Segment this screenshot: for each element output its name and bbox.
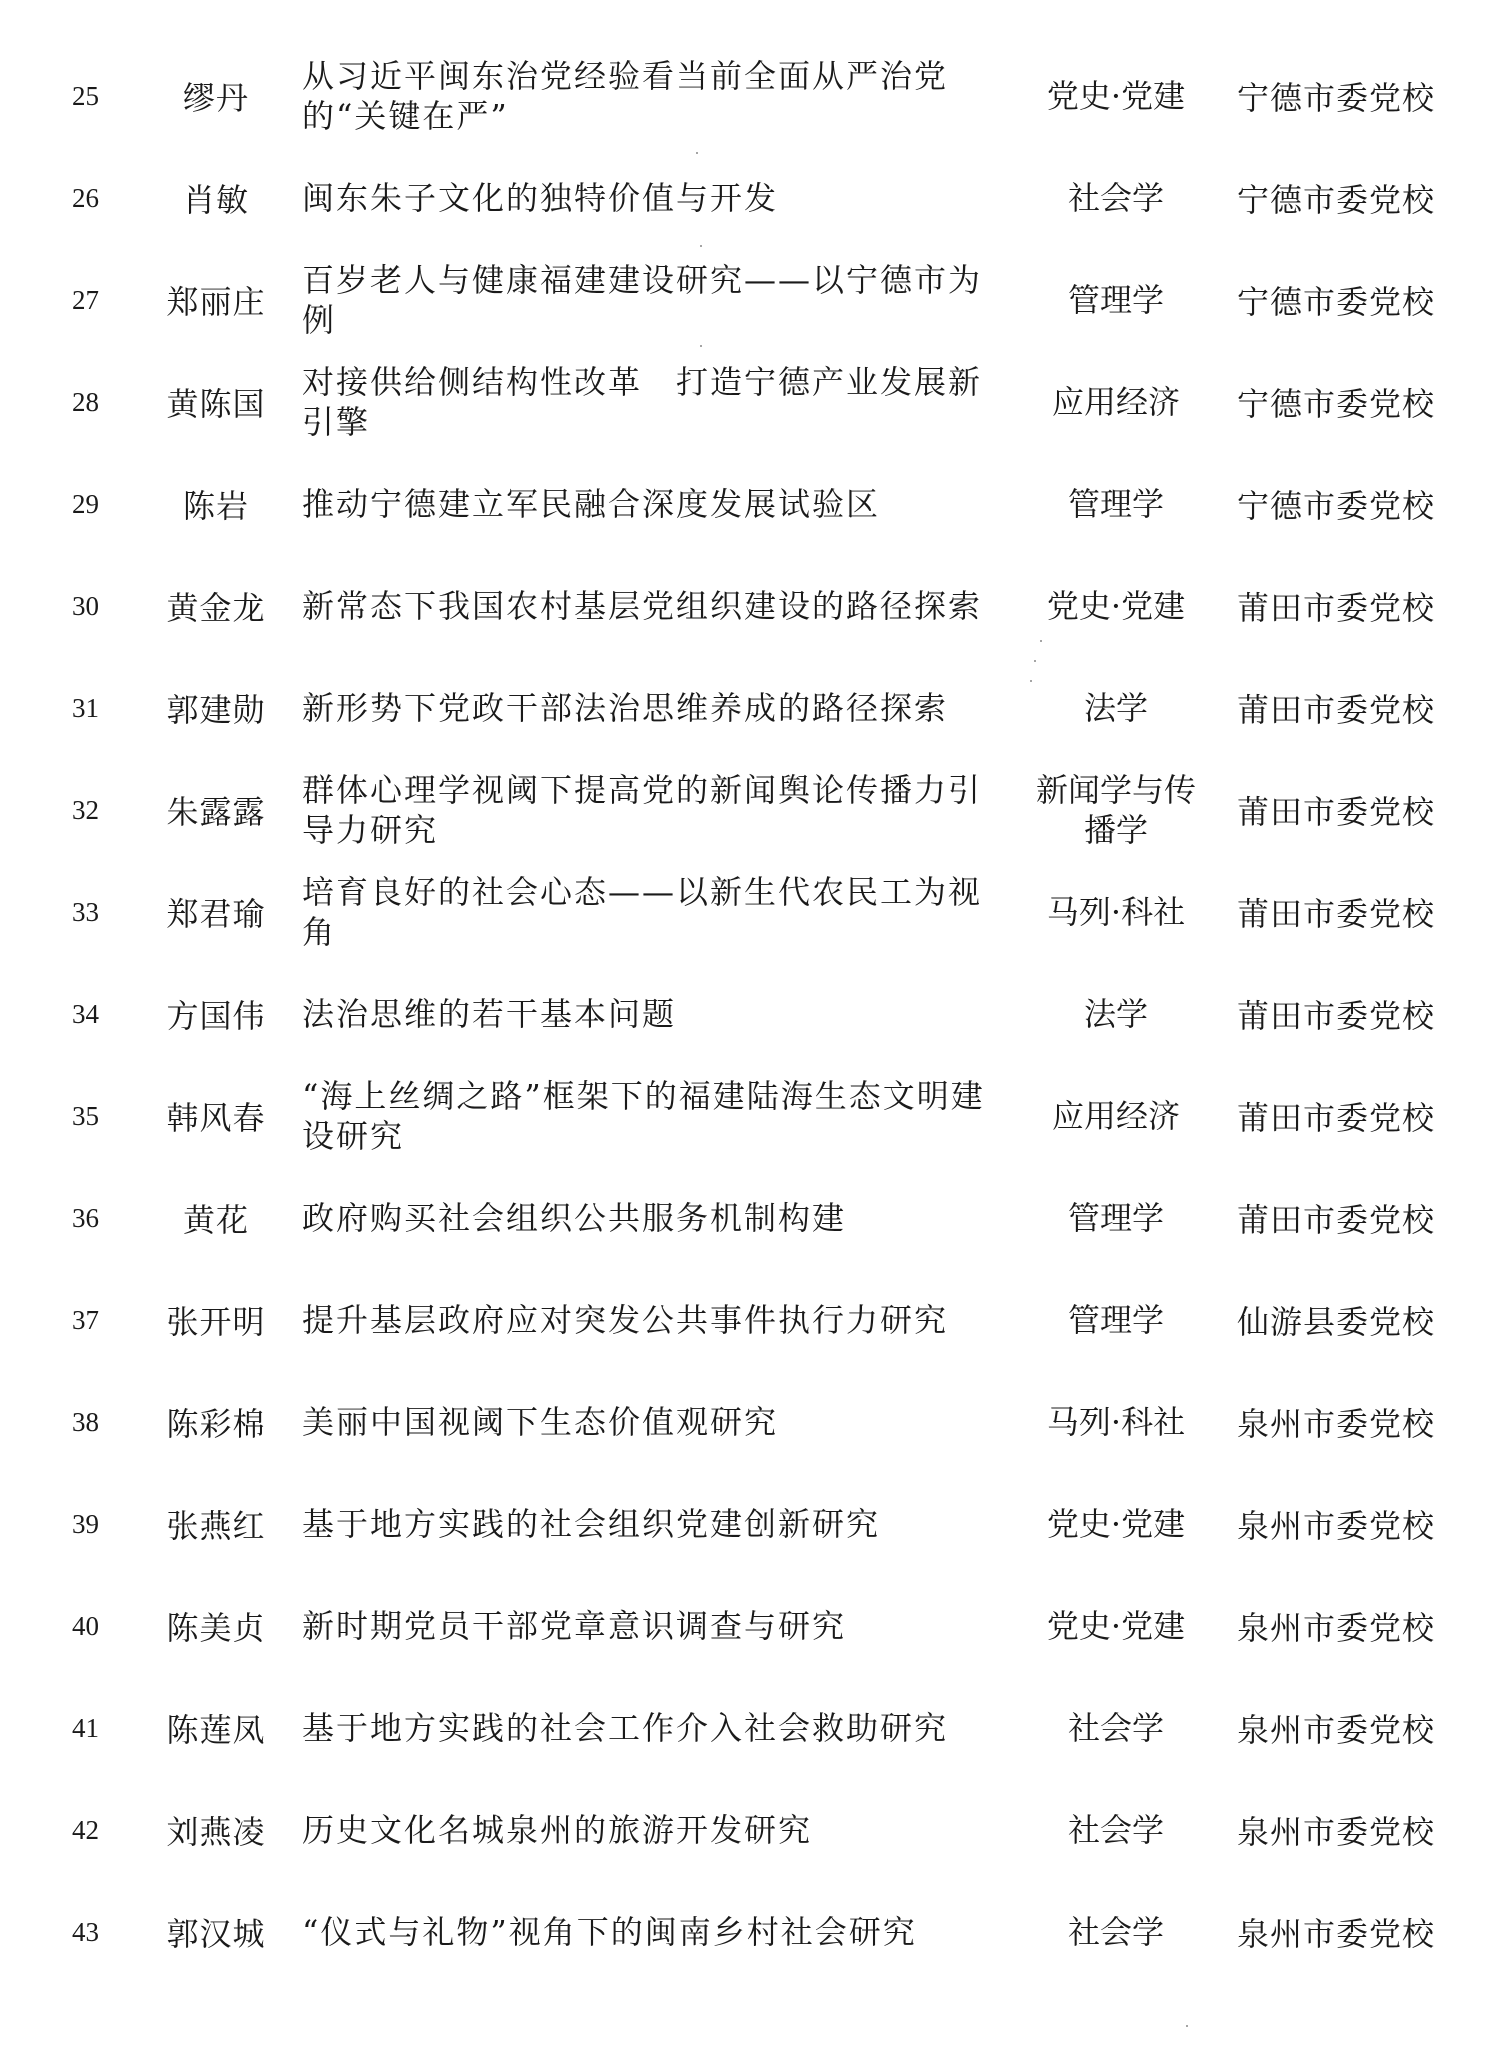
author-name (160, 351, 272, 453)
row-number (72, 1779, 112, 1881)
affiliation-text: 莆田市委党校 (1236, 691, 1435, 729)
affiliation-text: 宁德市委党校 (1236, 385, 1435, 423)
affiliation-text: 莆田市委党校 (1236, 997, 1435, 1035)
row-number (72, 555, 112, 657)
author-name-text: 黄花 (182, 1201, 249, 1239)
paper-title-text: 提升基层政府应对突发公共事件执行力研究 (302, 1301, 949, 1339)
affiliation-text: 莆田市委党校 (1236, 1099, 1435, 1137)
paper-title (302, 351, 1014, 453)
subject-category-text: 应用经济 (1051, 383, 1180, 421)
affiliation (1230, 657, 1442, 759)
affiliation-text: 泉州市委党校 (1236, 1711, 1435, 1749)
table-row (0, 249, 1504, 351)
author-name (160, 861, 272, 963)
table-row (0, 759, 1504, 861)
author-name-text: 陈岩 (182, 487, 249, 525)
subject-category (1022, 45, 1210, 147)
scan-speck (1040, 640, 1042, 642)
row-number (72, 1575, 112, 1677)
subject-category-text: 马列·科社 (1046, 1403, 1186, 1441)
table-row (0, 555, 1504, 657)
subject-category-text: 管理学 (1067, 1301, 1164, 1339)
subject-category (1022, 657, 1210, 759)
subject-category-text: 党史·党建 (1046, 77, 1186, 115)
row-number (72, 657, 112, 759)
subject-category (1022, 147, 1210, 249)
author-name-text: 张开明 (166, 1303, 266, 1341)
subject-category-text: 党史·党建 (1046, 1607, 1186, 1645)
subject-category-text: 新闻学与传播学 (1035, 771, 1196, 849)
affiliation (1230, 1473, 1442, 1575)
row-number (72, 147, 112, 249)
author-name (160, 1269, 272, 1371)
table-row (0, 1575, 1504, 1677)
row-number-text: 43 (72, 1916, 99, 1947)
affiliation (1230, 861, 1442, 963)
paper-title (302, 1677, 1014, 1779)
author-name-text: 缪丹 (182, 79, 249, 117)
table-row (0, 351, 1504, 453)
author-name (160, 249, 272, 351)
author-name-text: 黄陈国 (166, 385, 266, 423)
table-row (0, 861, 1504, 963)
author-name-text: 黄金龙 (166, 589, 266, 627)
row-number-text: 31 (72, 692, 99, 723)
row-number-text: 35 (72, 1100, 99, 1131)
author-name (160, 1167, 272, 1269)
subject-category (1022, 1473, 1210, 1575)
subject-category (1022, 1065, 1210, 1167)
table-row (0, 453, 1504, 555)
paper-title (302, 861, 1014, 963)
paper-title-text: “海上丝绸之路”框架下的福建陆海生态文明建设研究 (302, 1077, 985, 1155)
row-number (72, 1473, 112, 1575)
affiliation (1230, 453, 1442, 555)
subject-category (1022, 555, 1210, 657)
subject-category-text: 法学 (1083, 689, 1148, 727)
paper-title (302, 453, 1014, 555)
author-name-text: 张燕红 (166, 1507, 266, 1545)
paper-title-text: 新时期党员干部党章意识调查与研究 (302, 1607, 847, 1645)
affiliation-text: 泉州市委党校 (1236, 1507, 1435, 1545)
row-number (72, 1167, 112, 1269)
author-name (160, 963, 272, 1065)
subject-category (1022, 249, 1210, 351)
table-row (0, 1167, 1504, 1269)
author-name-text: 陈彩棉 (166, 1405, 266, 1443)
table-row (0, 45, 1504, 147)
results-table (0, 45, 1504, 1983)
affiliation (1230, 1779, 1442, 1881)
subject-category (1022, 453, 1210, 555)
subject-category (1022, 351, 1210, 453)
table-row (0, 1881, 1504, 1983)
author-name (160, 657, 272, 759)
affiliation (1230, 1065, 1442, 1167)
affiliation-text: 泉州市委党校 (1236, 1609, 1435, 1647)
affiliation-text: 仙游县委党校 (1236, 1303, 1435, 1341)
subject-category-text: 党史·党建 (1046, 587, 1186, 625)
author-name-text: 韩风春 (166, 1099, 266, 1137)
table-row (0, 657, 1504, 759)
affiliation (1230, 759, 1442, 861)
affiliation (1230, 1881, 1442, 1983)
subject-category (1022, 1575, 1210, 1677)
subject-category-text: 法学 (1083, 995, 1148, 1033)
paper-title-text: 基于地方实践的社会工作介入社会救助研究 (302, 1709, 949, 1747)
row-number-text: 33 (72, 896, 99, 927)
scan-speck (1030, 680, 1032, 682)
row-number (72, 453, 112, 555)
affiliation-text: 宁德市委党校 (1236, 79, 1435, 117)
author-name-text: 陈莲凤 (166, 1711, 266, 1749)
subject-category (1022, 1371, 1210, 1473)
author-name (160, 45, 272, 147)
paper-title-text: 百岁老人与健康福建建设研究——以宁德市为例 (302, 261, 983, 339)
affiliation (1230, 555, 1442, 657)
subject-category-text: 管理学 (1067, 485, 1164, 523)
paper-title-text: 历史文化名城泉州的旅游开发研究 (302, 1811, 813, 1849)
scan-speck (1034, 660, 1036, 662)
paper-title-text: 政府购买社会组织公共服务机制构建 (302, 1199, 847, 1237)
author-name-text: 朱露露 (166, 793, 266, 831)
row-number-text: 34 (72, 998, 99, 1029)
author-name-text: 郭汉城 (166, 1915, 266, 1953)
author-name (160, 1575, 272, 1677)
author-name (160, 555, 272, 657)
table-row (0, 1677, 1504, 1779)
paper-title-text: 新形势下党政干部法治思维养成的路径探索 (302, 689, 949, 727)
affiliation-text: 泉州市委党校 (1236, 1915, 1435, 1953)
paper-title-text: 新常态下我国农村基层党组织建设的路径探索 (302, 587, 983, 625)
subject-category-text: 马列·科社 (1046, 893, 1186, 931)
affiliation-text: 莆田市委党校 (1236, 895, 1435, 933)
row-number (72, 1677, 112, 1779)
subject-category-text: 管理学 (1067, 1199, 1164, 1237)
paper-title (302, 1065, 1014, 1167)
paper-title-text: 闽东朱子文化的独特价值与开发 (302, 179, 779, 217)
author-name (160, 1065, 272, 1167)
paper-title-text: 培育良好的社会心态——以新生代农民工为视角 (302, 873, 983, 951)
paper-title (302, 1473, 1014, 1575)
paper-title-text: 法治思维的若干基本问题 (302, 995, 677, 1033)
table-row (0, 1065, 1504, 1167)
row-number-text: 30 (72, 590, 99, 621)
affiliation-text: 宁德市委党校 (1236, 487, 1435, 525)
subject-category (1022, 861, 1210, 963)
author-name-text: 郑丽庄 (166, 283, 266, 321)
row-number-text: 40 (72, 1610, 99, 1641)
row-number-text: 26 (72, 182, 99, 213)
row-number (72, 249, 112, 351)
affiliation-text: 宁德市委党校 (1236, 181, 1435, 219)
paper-title (302, 45, 1014, 147)
author-name (160, 147, 272, 249)
row-number-text: 27 (72, 284, 99, 315)
subject-category-text: 应用经济 (1051, 1097, 1180, 1135)
author-name-text: 方国伟 (166, 997, 266, 1035)
row-number-text: 41 (72, 1712, 99, 1743)
affiliation-text: 莆田市委党校 (1236, 1201, 1435, 1239)
paper-title (302, 1779, 1014, 1881)
table-row (0, 1779, 1504, 1881)
subject-category (1022, 1677, 1210, 1779)
paper-title (302, 249, 1014, 351)
affiliation-text: 莆田市委党校 (1236, 793, 1435, 831)
subject-category (1022, 759, 1210, 861)
table-row (0, 963, 1504, 1065)
affiliation (1230, 1269, 1442, 1371)
paper-title (302, 759, 1014, 861)
subject-category-text: 党史·党建 (1046, 1505, 1186, 1543)
author-name (160, 453, 272, 555)
paper-title (302, 1269, 1014, 1371)
author-name (160, 1779, 272, 1881)
author-name-text: 刘燕凌 (166, 1813, 266, 1851)
row-number (72, 1269, 112, 1371)
affiliation-text: 泉州市委党校 (1236, 1405, 1435, 1443)
author-name (160, 1677, 272, 1779)
paper-title (302, 147, 1014, 249)
subject-category-text: 管理学 (1067, 281, 1164, 319)
affiliation (1230, 1677, 1442, 1779)
row-number (72, 963, 112, 1065)
affiliation (1230, 1371, 1442, 1473)
subject-category-text: 社会学 (1067, 1913, 1164, 1951)
paper-title (302, 1371, 1014, 1473)
affiliation (1230, 45, 1442, 147)
author-name (160, 1881, 272, 1983)
paper-title-text: 推动宁德建立军民融合深度发展试验区 (302, 485, 881, 523)
paper-title (302, 1881, 1014, 1983)
author-name (160, 759, 272, 861)
row-number (72, 1065, 112, 1167)
affiliation (1230, 351, 1442, 453)
row-number-text: 39 (72, 1508, 99, 1539)
paper-title (302, 963, 1014, 1065)
affiliation-text: 泉州市委党校 (1236, 1813, 1435, 1851)
author-name (160, 1473, 272, 1575)
table-row (0, 1371, 1504, 1473)
author-name-text: 肖敏 (182, 181, 249, 219)
row-number-text: 37 (72, 1304, 99, 1335)
scan-speck (700, 345, 702, 347)
paper-title-text: 群体心理学视阈下提高党的新闻舆论传播力引导力研究 (302, 771, 983, 849)
subject-category-text: 社会学 (1067, 179, 1164, 217)
row-number (72, 1881, 112, 1983)
paper-title-text: 美丽中国视阈下生态价值观研究 (302, 1403, 779, 1441)
subject-category-text: 社会学 (1067, 1811, 1164, 1849)
row-number-text: 38 (72, 1406, 99, 1437)
paper-title (302, 657, 1014, 759)
table-row (0, 147, 1504, 249)
paper-title-text: “仪式与礼物”视角下的闽南乡村社会研究 (302, 1913, 917, 1951)
paper-title (302, 555, 1014, 657)
paper-title-text: 基于地方实践的社会组织党建创新研究 (302, 1505, 881, 1543)
row-number (72, 861, 112, 963)
row-number-text: 28 (72, 386, 99, 417)
affiliation (1230, 147, 1442, 249)
affiliation (1230, 249, 1442, 351)
affiliation (1230, 963, 1442, 1065)
row-number (72, 759, 112, 861)
row-number-text: 25 (72, 80, 99, 111)
paper-title-text: 从习近平闽东治党经验看当前全面从严治党的“关键在严” (302, 57, 949, 135)
table-row (0, 1269, 1504, 1371)
paper-title-text: 对接供给侧结构性改革 打造宁德产业发展新引擎 (302, 363, 983, 441)
paper-title (302, 1575, 1014, 1677)
subject-category (1022, 1779, 1210, 1881)
row-number (72, 45, 112, 147)
row-number (72, 1371, 112, 1473)
subject-category (1022, 963, 1210, 1065)
subject-category (1022, 1167, 1210, 1269)
subject-category-text: 社会学 (1067, 1709, 1164, 1747)
row-number-text: 29 (72, 488, 99, 519)
row-number-text: 42 (72, 1814, 99, 1845)
row-number (72, 351, 112, 453)
table-row (0, 1473, 1504, 1575)
affiliation (1230, 1167, 1442, 1269)
scan-speck (1186, 2025, 1188, 2027)
author-name-text: 郭建勋 (166, 691, 266, 729)
subject-category (1022, 1269, 1210, 1371)
author-name-text: 陈美贞 (166, 1609, 266, 1647)
scan-speck (696, 152, 698, 154)
affiliation-text: 莆田市委党校 (1236, 589, 1435, 627)
row-number-text: 36 (72, 1202, 99, 1233)
affiliation (1230, 1575, 1442, 1677)
subject-category (1022, 1881, 1210, 1983)
paper-title (302, 1167, 1014, 1269)
author-name-text: 郑君瑜 (166, 895, 266, 933)
row-number-text: 32 (72, 794, 99, 825)
author-name (160, 1371, 272, 1473)
affiliation-text: 宁德市委党校 (1236, 283, 1435, 321)
scan-speck (700, 245, 702, 247)
